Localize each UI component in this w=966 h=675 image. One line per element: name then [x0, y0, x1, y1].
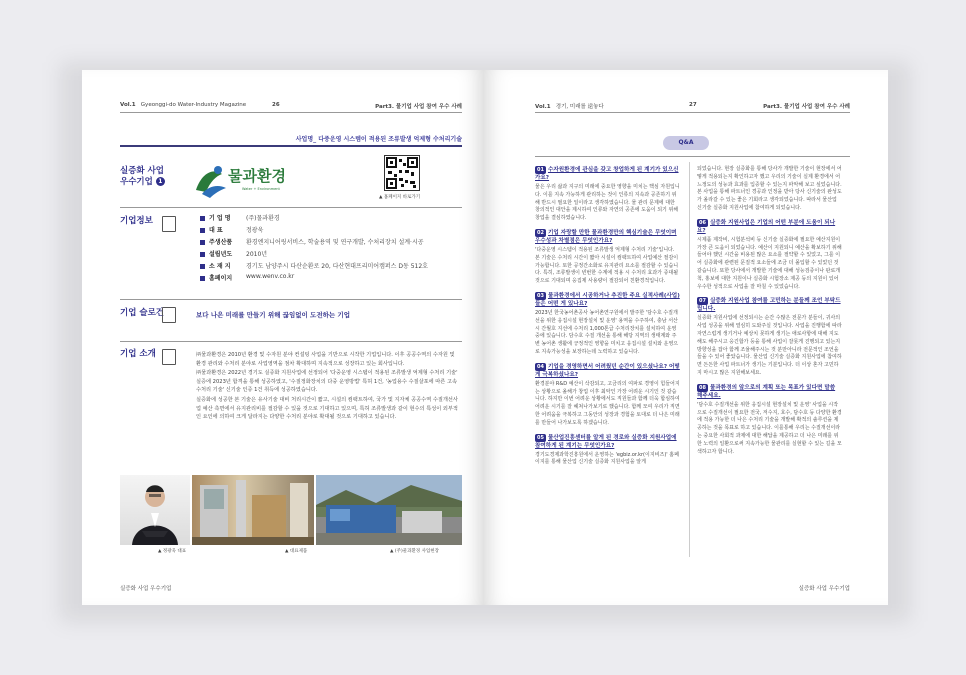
question-text: 실증화 지원사업은 기업의 어떤 부분에 도움이 되나요?	[697, 219, 836, 234]
document-icon	[162, 307, 176, 323]
header-page-num: 26	[272, 102, 280, 108]
header-magazine: Gyeonggi-do Water-Industry Magazine	[140, 102, 247, 108]
answer-text: '담수호 수질개선을 위한 응집시설 현장설치 및 운영' 사업을 시작으로 수질개선이 필요한 전국, 저수지, 호수, 담수호 등 다양한 환경에 적용 가능한 더 나은 수처리 기술을 개발해 확적의 솔루션을 제공하는 것을 목표로 하고 있습니다. 이를통해 우리는 수질개선이라는 중요한 사회적 과제에 대한 해답을 제공하고 더 나은 미래를 위한 노력의 일환으로써 지속가능한 물관리를 실현할 수 있는 길을 모색하고자 합니다.	[697, 401, 842, 455]
qa-item: 07 실증화 지원사업 참여를 고민하는 분들께 조언 부탁드립니다. 실증화 지원사업에 선정되시는 순간 수많은 전문가 분들이, 귀사의 사업 성공을 위해 열심히 도와주실 것입니다. 사업을 진행함에 따라 자연스럽게 생기거나 예상치 못하게 생기는 애로사항에 대해 지도해도 해주시고 응긴합가 등을 통해 사업이 잘못게 진행되고 있는지 방향성을 잡아 함께 조율해주시는 것 분만아니라 전문적인 조언을 들을 수 있어 좋았습니다. 물산업 신기술 실증화 지원사업에 참여하면 든든한 사업 파트너가 생기는 기분입니다. 더 이상 혼자 고민하지 마시고 많은 지원해보세요.	[697, 298, 842, 376]
section-number-badge: 1	[156, 177, 165, 186]
column-divider	[689, 162, 690, 557]
qa-item: 06 실증화 지원사업은 기업의 어떤 부분에 도움이 되나요? 시제품 제작비, 시험분석비 등 신기술 실증화에 필요한 예산지원이 가장 큰 도움이 되었습니다. 예산이 지원되니 예산을 확보하기 위해 들어야 했던 시간을 비용된 많은 요소를 절약할 수 있었고, 그를 이어 실증화에 관련된 문질적 요소들에 조금 더 몰입할 수 있었던 것 같습니다. 또한 당사에서 개발한 기술에 대해 성능검증이나 판로개척, 홍보에 대한 지원이나 실증화 시험장소 제공 등의 지원이 있어 우수한 성적으로 사업을 잘 마칠 수 있었습니다.	[697, 219, 842, 290]
section-intro-title: 기업 소개	[120, 349, 156, 359]
person-icon	[120, 475, 190, 545]
header-rule	[120, 112, 462, 113]
logo-subtext: Water + Environment	[242, 187, 280, 191]
qa-rule	[535, 156, 850, 157]
photo-site	[316, 475, 462, 545]
intro-paragraph: ㈜물과환경은 2022년 경기도 실증화 지원사업에 선정되어 '다중운영 시스템이 적용된 조류발생 억제형 수처리 기술' 실증에 2023년 합격을 통해 성공하였고, '수질정화장치의 다중 운영방법' 특허 1건, '농업용수 수질살포에 따른 고속 수처리 기술' 신기술 인증 1건 취득에 성공하였습니다.	[196, 370, 458, 394]
qa-item	[697, 166, 842, 213]
intro-text	[196, 351, 458, 423]
answer-text: '다중운영 시스템이 적용된 조류발생 억제형 수처리 기술'입니다. 본 기술은 수처리 시간이 짧아 시설이 컴팩트하여 사업예산 절감이 가능합니다. 또한 공정간소화로 유지관리 요소를 절감할 수 있습니다. 특히, 조류발생이 빈번한 수계에 적용 시 수처리 효과가 증대될 것으로 기대되며 응집제 사용량이 절감되어 친환경적입니다.	[535, 246, 679, 285]
caption-ceo: ▲ 정광욱 대표	[158, 549, 187, 554]
question-text: 기업 자랑할 만한 물과환경만의 핵심기술은 무엇이며 우수성과 차별점은 무엇인가요?	[535, 229, 677, 244]
intro-paragraph: ㈜물과환경은 2010년 환경 및 수자원 분야 컨설팅 사업을 기반으로 시작한 기업입니다. 이후 공공수역의 수자원 및 환경 관리와 수처리 분야로 사업영역을 점차 확대하며 지속적으로 성장하고 있는 회사입니다.	[196, 352, 455, 367]
right-footer: 실증화 사업 우수기업	[798, 586, 850, 592]
right-header	[535, 102, 604, 110]
section-rule	[120, 207, 462, 208]
left-footer: 실증화 사업 우수기업	[120, 586, 172, 592]
photo-product	[192, 475, 314, 545]
answer-text: 2023년 한국농어촌공사 농어촌연구원에서 발주한 '담수호 수질개선을 위한 응집시설 현장설치 및 운영' 용역을 수주하여, 충남 서산시 간월호 지선에 수처리 1,000톤급 수처리장치를 설치하여 운영중에 있습니다. 담수호 수질 개선을 통해 해당 지역의 생태계와 주변 농어촌 생활에 긍정적인 영향을 미치고 응집시설 설치와 운영으로 지속가능성을 보장하는데 노력하고 있습니다.	[535, 309, 679, 355]
header-title: 경기, 미래를 遠놓다	[555, 104, 604, 110]
section-rule	[120, 341, 462, 342]
document-icon	[162, 349, 176, 365]
answer-text: 경기도경제과학진흥원에서 운영하는 'egbiz.or.kr(이지비즈)' 홈페이지를 통해 물산업 신기술 실증화 지원사업을 알게	[535, 451, 679, 466]
header-vol: Vol.1	[120, 102, 136, 108]
subtitle-rule	[120, 145, 462, 147]
answer-text: 물은 우리 삶과 지구의 미래에 중요한 영향을 미치는 핵심 자원입니다. 이를 지속 가능하게 관리하는 것이 인류의 지속과 공존하기 위해 반드시 필요한 일이라고 생각하였습니다. 물 관리 문제에 대한 창의적인 대안을 제시하여 인류와 자연의 공존에 도움이 되기 위해 창업을 결심하였습니다.	[535, 184, 680, 222]
right-page	[483, 70, 888, 605]
logo-text: 물과환경	[228, 167, 286, 185]
header-rule	[535, 112, 850, 113]
caption-product: ▲ 대표제품	[285, 549, 308, 554]
question-text: 물과환경에서 시공하거나 추진한 주요 실적사례(사업)들은 어떤 게 있나요?	[535, 292, 680, 307]
header-page-num: 27	[689, 102, 697, 108]
qa-item: 03 물과환경에서 시공하거나 추진한 주요 실적사례(사업)들은 어떤 게 있나요? 2023년 한국농어촌공사 농어촌연구원에서 발주한 '담수호 수질개선을 위한 응집시설 현장설치 및 운영' 용역을 수주하여, 충남 서산시 간월호 지선에 수처리 1,000톤급 수처리장치를 설치하여 운영중에 있습니다. 담수호 수질 개선을 통해 해당 지역의 생태계와 주변 농어촌 생활에 긍정적인 영향을 미치고 응집시설 설치와 운영으로 지속가능성을 보장하는데 노력하고 있습니다.	[535, 292, 680, 355]
left-header	[120, 102, 246, 108]
slogan-text: 보다 나은 미래를 만들기 위해 끊임없이 도전하는 기업	[196, 311, 350, 319]
header-part: Part3. 물기업 사업 참여 우수 사례	[375, 104, 462, 110]
qr-caption: ▲ 홈페이지 바로가기	[379, 195, 421, 200]
photo-ceo	[120, 475, 190, 545]
intro-paragraph: 실증화에 성공한 본 기술은 유사기술 대비 처리시간이 짧고, 시설의 컴팩트하여, 국가 및 지자체 공공수역 수질개선사업 예산 측면에서 유지관리비를 절감할 수 있을 것으로 기대하고 있으며, 특허 조류발생과 같이 현수의 특성이 외부적인 요인에 의하여 크게 달라지는 다양한 수처리 분야로 확대될 것으로 기대하고 있습니다.	[196, 396, 458, 421]
header-part: Part3. 물기업 사업 참여 우수 사례	[763, 104, 850, 110]
answer-text: 시제품 제작비, 시험분석비 등 신기술 실증화에 필요한 예산지원이 가장 큰 도움이 되었습니다. 예산이 지원되니 예산을 확보하기 위해 들어야 했던 시간을 비용된 많은 요소를 절약할 수 있었고, 그를 이어 실증화에 관련된 문질적 요소들에 조금 더 몰입할 수 있었던 것 같습니다. 또한 당사에서 개발한 기술에 대해 성능검증이나 판로개척, 홍보에 대한 지원이나 실증화 시험장소 제공 등의 지원이 있어 우수한 성적으로 사업을 잘 마칠 수 있었습니다.	[697, 236, 842, 290]
answer-text: 되었습니다. 현장 실증화를 통해 당사가 개발한 기술이 현장에서 어떻게 적용되는지 확인하고자 했고 우리의 기술이 실제 환경에서 어느정도의 성능과 효과를 입증할 수 있는지 파악해 보고 싶었습니다. 본 사업을 통해 파트너인 경공과 인정을 받아 당사 신기술의 완성도가 올라갈 수 있는 좋은 기회라고 생각되었습니다. 따라서 물산업 신기술 실증화 지원사업에 참여하게 되었습니다.	[697, 166, 842, 211]
qa-item: 04 기업을 경영하면서 어려웠던 순간이 있으셨나요? 어떻게 극복하셨나요? 환경분야 R&D 예산이 삭감되고, 고금리의 여파로 경영이 힘들어지는 상황으로 올해가 창업 이후 최악인 가장 어려운 시기인 것 같습니다. 하지만 이번 어려운 상황에서도 직원들과 함께 더욱 합심하여 어려운 시기를 잘 헤쳐나가보기로 했습니다. 함께 모여 우리가 직면한 어려움을 극복하고 그동안의 성장과 경험을 토대로 더 나은 미래를 만들어 나가보도록 하겠습니다.	[535, 363, 680, 426]
caption-site: ▲ (주)물과환경 사업현장	[390, 549, 439, 554]
answer-text: 실증화 지원사업에 선정되시는 순간 수많은 전문가 분들이, 귀사의 사업 성공을 위해 열심히 도와주실 것입니다. 사업을 진행함에 따라 자연스럽게 생기거나 예상치 못하게 생기는 애로사항에 대해 지도해도 해주시고 응긴합가 등을 통해 사업이 잘못게 진행되고 있는지 방향성을 잡아 함께 조율해주시는 것 분만아니라 전문적인 조언을 들을 수 있어 좋았습니다. 물산업 신기술 실증화 지원사업에 참여하면 든든한 사업 파트너가 생기는 기분입니다. 더 이상 혼자 고민하지 마시고 많은 지원해보세요.	[697, 315, 842, 376]
qa-badge: Q&A	[663, 136, 709, 150]
qr-code-icon[interactable]	[384, 155, 420, 191]
section-company-title: 실증화 사업 우수기업 1	[120, 166, 165, 187]
question-text: 기업을 경영하면서 어려웠던 순간이 있으셨나요? 어떻게 극복하셨나요?	[535, 363, 680, 378]
question-text: 실증화 지원사업 참여를 고민하는 분들께 조언 부탁드립니다.	[697, 298, 841, 313]
answer-text: 환경분야 R&D 예산이 삭감되고, 고금리의 여파로 경영이 힘들어지는 상황으로 올해가 창업 이후 최악인 가장 어려운 시기인 것 같습니다. 하지만 이번 어려운 상황에서도 직원들과 함께 더욱 합심하여 어려운 시기를 잘 헤쳐나가보기로 했습니다. 함께 모여 우리가 직면한 어려움을 극복하고 그동안의 성장과 경험을 토대로 더 나은 미래를 만들어 나가보도록 하겠습니다.	[535, 380, 680, 426]
qa-column-1	[535, 166, 680, 473]
section-rule	[120, 299, 462, 300]
question-text: 물산업진흥센터를 알게 된 경로와 실증화 지원사업에 참여하게 된 계기는 무엇인가요?	[535, 434, 677, 449]
qa-item: 02 기업 자랑할 만한 물과환경만의 핵심기술은 무엇이며 우수성과 차별점은 무엇인가요? '다중운영 시스템이 적용된 조류발생 억제형 수처리 기술'입니다. 본 기술은 수처리 시간이 짧아 시설이 컴팩트하여 사업예산 절감이 가능합니다. 또한 공정간소화로 유지관리 요소를 절감할 수 있습니다. 특히, 조류발생이 빈번한 수계에 적용 시 수처리 효과가 증대될 것으로 기대되며 응집제 사용량이 절감되어 친환경적입니다.	[535, 229, 679, 285]
left-page: Vol.1 Gyeonggi-do Water-Industry Magazine 26 Part3. 물기업 사업 참여 우수 사례 사업명_ 다중운영 시스템이 적용된 조류발생 억제형 수처리기술 실증화 사업 우수기업 1 물과환경 Water + Environment ▲ 홈페이지 바로가기 기업정보 기 업 명 (주)물과환경 대 표 정광욱 주생산품 환경엔지니어링서비스, 학술용역 및 연구개발, 수처리장치 설계·시공 설립년도 2010년 소 재 지 경기도 남양주시 다산순환로 20, 다산현대프리미어캠퍼스 D동 512호 홈페이지 www.wenv.co.kr 기업 슬로건 보다 나은 미래를 만들기 위해 끊임없이 도전하는 기업 기업 소개 ㈜물과환경은 2010년 환경 및 수자원 분야 컨설팅 사업을 기반으로 시작한 기업입니다. 이후 공공수역의 수자원 및 환경 관리와 수처리 분야로 사업영역을 점차 확대하며 지속적으로 성장하고 있는 회사입니다. ㈜물과환경은 2022년 경기도 실증화 지원사업에 선정되어 '다중운영 시스템이 적용된 조류발생 억제형 수처리 기술' 실증에 2023년 합격을 통해 성공하였고, '수질정화장치의 다중 운영방법' 특허 1건, '농업용수 수질살포에 따른 고속 수처리 기술' 신기술 인증 1건 취득에 성공하였습니다. 실증화에 성공한 본 기술은 유사기술 대비 처리시간이 짧고, 시설의 컴팩트하여, 국가 및 지자체 공공수역 수질개선사업 예산 측면에서 유지관리비를 절감할 수 있을 것으로 기대하고 있으며, 특허 조류발생과 같이 현수의 특성이 외부적인 요인에 의하여 크게 달라지는 다양한 수처리 분야로 확대될 것으로 기대하고 있습니다. ▲ 정광욱 대표 ▲ 대표제품 ▲ (주)물과환경 사업현장 실증화 사업 우수기업	[82, 70, 484, 605]
header-vol: Vol.1	[535, 104, 551, 110]
question-text: 물과환경의 앞으로의 계획 또는 목표가 있다면 말씀 해주세요.	[697, 384, 836, 399]
question-text: 수자원환경에 관심을 갖고 창업하게 된 계기가 있으신가요?	[535, 167, 679, 181]
qa-item: 01 수자원환경에 관심을 갖고 창업하게 된 계기가 있으신가요? 물은 우리 삶과 지구의 미래에 중요한 영향을 미치는 핵심 자원입니다. 이를 지속 가능하게 관리하는 것이 인류의 지속과 공존하기 위해 반드시 필요한 일이라고 생각하였습니다. 물 관리 문제에 대한 창의적인 대안을 제시하여 인류와 자연의 공존에 도움이 되기 위해 창업을 결심하였습니다.	[535, 167, 680, 222]
document-icon	[162, 216, 176, 232]
qa-item: 08 물과환경의 앞으로의 계획 또는 목표가 있다면 말씀 해주세요. '담수호 수질개선을 위한 응집시설 현장설치 및 운영' 사업을 시작으로 수질개선이 필요한 전국, 저수지, 호수, 담수호 등 다양한 환경에 적용 가능한 더 나은 수처리 기술을 개발해 확적의 솔루션을 제공하는 것을 목표로 하고 있습니다. 이를통해 우리는 수질개선이라는 중요한 사회적 과제에 대한 해답을 제공하고 더 나은 미래를 위한 노력의 일환으로써 지속가능한 물관리를 실현할 수 있는 길을 모색하고자 합니다.	[697, 384, 842, 455]
qa-column-2	[697, 166, 842, 462]
section-info-title: 기업정보	[120, 216, 153, 226]
section-slogan-title: 기업 슬로건	[120, 308, 165, 318]
qa-item: 05 물산업진흥센터를 알게 된 경로와 실증화 지원사업에 참여하게 된 계기는 무엇인가요? 경기도경제과학진흥원에서 운영하는 'egbiz.or.kr(이지비즈)' 홈페이지를 통해 물산업 신기술 실증화 지원사업을 알게	[535, 434, 679, 466]
project-subtitle: 사업명_ 다중운영 시스템이 적용된 조류발생 억제형 수처리기술	[295, 136, 462, 143]
